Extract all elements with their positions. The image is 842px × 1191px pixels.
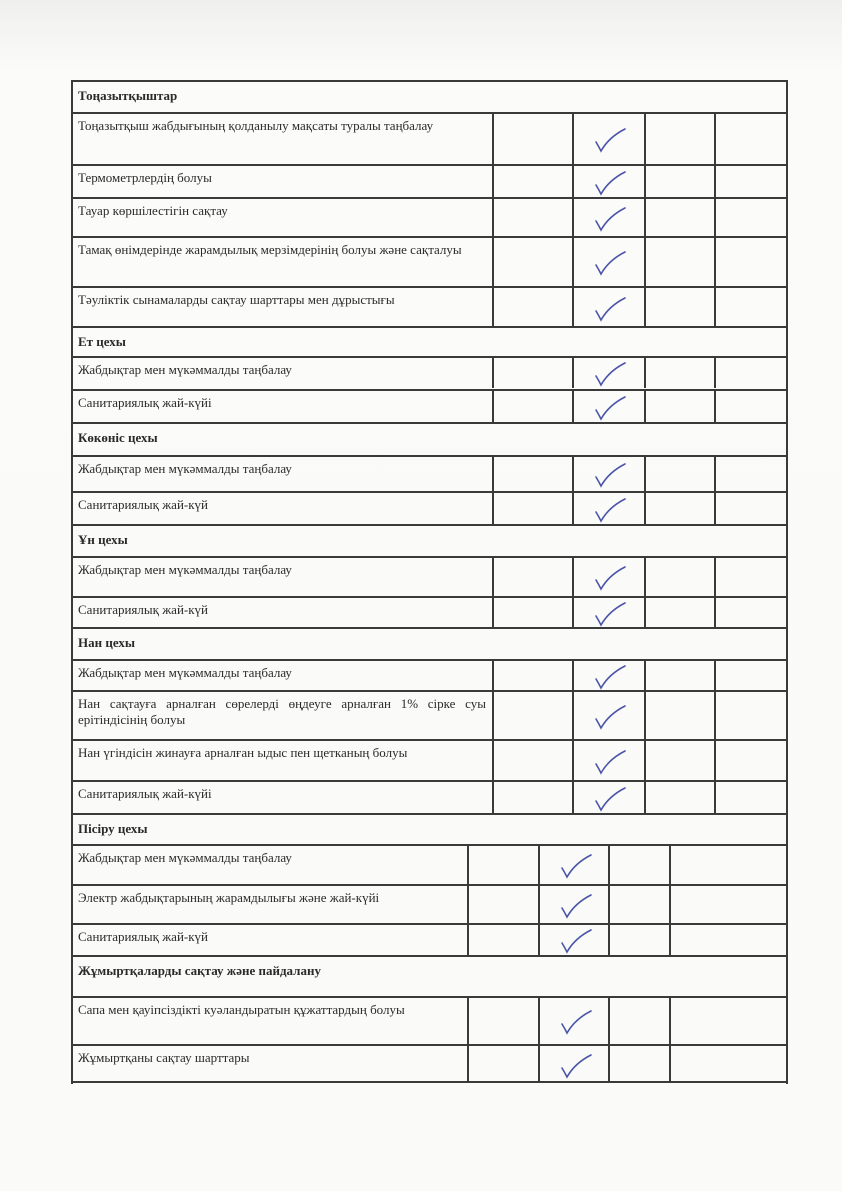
blank-cell-b[interactable] bbox=[608, 998, 669, 1044]
check-cell[interactable] bbox=[572, 166, 644, 198]
blank-cell-c[interactable] bbox=[669, 925, 786, 955]
check-cell[interactable] bbox=[572, 598, 644, 627]
section-header-row bbox=[71, 627, 788, 659]
item-description: Жабдықтар мен мүкәммалды таңбалау bbox=[78, 362, 292, 377]
check-cell[interactable] bbox=[572, 661, 644, 691]
blank-cell-a[interactable] bbox=[492, 598, 572, 627]
checklist-row bbox=[71, 659, 788, 691]
section-title: Ет цехы bbox=[78, 334, 126, 349]
checklist-row bbox=[71, 236, 788, 286]
blank-cell-a[interactable] bbox=[492, 558, 572, 596]
blank-cell-a[interactable] bbox=[492, 358, 572, 388]
item-description: Санитариялық жай-күй bbox=[78, 929, 208, 944]
section-title: Жұмыртқаларды сақтау және пайдалану bbox=[78, 963, 321, 978]
blank-cell-a[interactable] bbox=[492, 457, 572, 491]
blank-cell-a[interactable] bbox=[467, 998, 538, 1044]
checkmark-icon bbox=[592, 361, 628, 387]
blank-cell-c[interactable] bbox=[714, 692, 786, 739]
section-title: Көкөніс цехы bbox=[78, 430, 158, 445]
blank-cell-c[interactable] bbox=[714, 238, 786, 286]
checkmark-icon bbox=[592, 250, 628, 276]
item-description: Тәуліктік сынамаларды сақтау шарттары мен дұрыстығы bbox=[78, 292, 395, 307]
section-header-row bbox=[71, 422, 788, 454]
blank-cell-b[interactable] bbox=[644, 782, 714, 813]
blank-cell-c[interactable] bbox=[669, 1046, 786, 1081]
checklist-row bbox=[71, 556, 788, 596]
blank-cell-c[interactable] bbox=[714, 493, 786, 524]
item-description: Санитариялық жай-күйі bbox=[78, 786, 212, 801]
item-description: Санитариялық жай-күй bbox=[78, 602, 208, 617]
blank-cell-c[interactable] bbox=[714, 391, 786, 422]
item-description: Тамақ өнімдерінде жарамдылық мерзімдерінің болуы және сақталуы bbox=[78, 242, 462, 257]
check-cell[interactable] bbox=[572, 493, 644, 524]
checkmark-icon bbox=[558, 893, 594, 919]
checklist-row bbox=[71, 923, 788, 955]
blank-cell-b[interactable] bbox=[644, 238, 714, 286]
blank-cell-c[interactable] bbox=[714, 558, 786, 596]
blank-cell-c[interactable] bbox=[714, 661, 786, 691]
checklist-row bbox=[71, 389, 788, 422]
checkmark-icon bbox=[592, 704, 628, 730]
item-description: Электр жабдықтарының жарамдылығы және жай-күйі bbox=[78, 890, 380, 905]
blank-cell-b[interactable] bbox=[644, 288, 714, 328]
checkmark-icon bbox=[558, 1009, 594, 1035]
checklist-row bbox=[71, 1044, 788, 1083]
checklist-row bbox=[71, 164, 788, 198]
blank-cell-c[interactable] bbox=[714, 782, 786, 813]
checkmark-icon bbox=[592, 206, 628, 232]
blank-cell-b[interactable] bbox=[644, 114, 714, 164]
check-cell[interactable] bbox=[538, 925, 608, 955]
section-header-row bbox=[71, 524, 788, 556]
blank-cell-c[interactable] bbox=[714, 358, 786, 388]
blank-cell-a[interactable] bbox=[492, 782, 572, 813]
blank-cell-a[interactable] bbox=[467, 1046, 538, 1081]
blank-cell-b[interactable] bbox=[644, 692, 714, 739]
checkmark-icon bbox=[592, 664, 628, 690]
blank-cell-b[interactable] bbox=[644, 493, 714, 524]
check-cell[interactable] bbox=[572, 457, 644, 491]
blank-cell-c[interactable] bbox=[714, 457, 786, 491]
checklist-row bbox=[71, 596, 788, 627]
checkmark-icon bbox=[592, 462, 628, 488]
checkmark-icon bbox=[592, 565, 628, 591]
blank-cell-b[interactable] bbox=[644, 741, 714, 780]
checkmark-icon bbox=[558, 1053, 594, 1079]
blank-cell-a[interactable] bbox=[492, 199, 572, 237]
blank-cell-a[interactable] bbox=[467, 846, 538, 884]
check-cell[interactable] bbox=[572, 288, 644, 328]
blank-cell-c[interactable] bbox=[669, 846, 786, 884]
blank-cell-b[interactable] bbox=[644, 661, 714, 691]
check-cell[interactable] bbox=[572, 114, 644, 164]
blank-cell-a[interactable] bbox=[492, 493, 572, 524]
item-description: Тоңазытқыш жабдығының қолданылу мақсаты туралы таңбалау bbox=[78, 118, 434, 133]
checklist-row bbox=[71, 884, 788, 923]
blank-cell-b[interactable] bbox=[644, 166, 714, 198]
check-cell[interactable] bbox=[572, 391, 644, 422]
checklist-row bbox=[71, 739, 788, 780]
item-description: Жабдықтар мен мүкәммалды таңбалау bbox=[78, 850, 292, 865]
section-header-row bbox=[71, 80, 788, 110]
blank-cell-b[interactable] bbox=[608, 1046, 669, 1081]
check-cell[interactable] bbox=[572, 782, 644, 813]
section-header-row bbox=[71, 326, 788, 356]
item-description: Жабдықтар мен мүкәммалды таңбалау bbox=[78, 665, 292, 680]
item-description: Жұмыртқаны сақтау шарттары bbox=[78, 1050, 250, 1065]
checklist-row bbox=[71, 455, 788, 491]
checklist-row bbox=[71, 780, 788, 813]
check-cell[interactable] bbox=[572, 238, 644, 286]
blank-cell-a[interactable] bbox=[492, 391, 572, 422]
checkmark-icon bbox=[592, 786, 628, 812]
item-description: Санитариялық жай-күй bbox=[78, 497, 208, 512]
item-description: Сапа мен қауіпсіздікті куәландыратын құжаттардың болуы bbox=[78, 1002, 405, 1017]
blank-cell-c[interactable] bbox=[714, 598, 786, 627]
blank-cell-b[interactable] bbox=[644, 598, 714, 627]
section-title: Тоңазытқыштар bbox=[78, 88, 178, 103]
checklist-row bbox=[71, 112, 788, 164]
check-cell[interactable] bbox=[538, 1046, 608, 1081]
section-title: Ұн цехы bbox=[78, 532, 128, 547]
item-description: Жабдықтар мен мүкәммалды таңбалау bbox=[78, 461, 292, 476]
checklist-row bbox=[71, 844, 788, 884]
blank-cell-a[interactable] bbox=[492, 166, 572, 198]
checklist-row bbox=[71, 690, 788, 739]
section-header-row bbox=[71, 813, 788, 844]
checkmark-icon bbox=[558, 928, 594, 954]
item-description: Нан сақтауға арналған сөрелерді өңдеуге арналған 1% сірке суы ерітіндісінің болуы bbox=[78, 696, 486, 727]
checkmark-icon bbox=[592, 497, 628, 523]
section-title: Нан цехы bbox=[78, 635, 136, 650]
section-header-row bbox=[71, 955, 788, 996]
checklist-row bbox=[71, 356, 788, 388]
checklist-row bbox=[71, 197, 788, 237]
item-description: Термометрлердің болуы bbox=[78, 170, 212, 185]
checkmark-icon bbox=[592, 601, 628, 627]
check-cell[interactable] bbox=[572, 741, 644, 780]
blank-cell-a[interactable] bbox=[492, 741, 572, 780]
blank-cell-c[interactable] bbox=[714, 114, 786, 164]
check-cell[interactable] bbox=[538, 846, 608, 884]
blank-cell-a[interactable] bbox=[492, 114, 572, 164]
blank-cell-c[interactable] bbox=[714, 288, 786, 328]
blank-cell-b[interactable] bbox=[644, 391, 714, 422]
blank-cell-c[interactable] bbox=[714, 741, 786, 780]
blank-cell-b[interactable] bbox=[644, 457, 714, 491]
checkmark-icon bbox=[592, 296, 628, 322]
checkmark-icon bbox=[558, 853, 594, 879]
blank-cell-a[interactable] bbox=[492, 661, 572, 691]
check-cell[interactable] bbox=[538, 886, 608, 923]
blank-cell-a[interactable] bbox=[467, 886, 538, 923]
check-cell[interactable] bbox=[572, 358, 644, 388]
checkmark-icon bbox=[592, 749, 628, 775]
blank-cell-b[interactable] bbox=[644, 358, 714, 388]
blank-cell-b[interactable] bbox=[608, 886, 669, 923]
blank-cell-b[interactable] bbox=[644, 558, 714, 596]
blank-cell-c[interactable] bbox=[669, 886, 786, 923]
item-description: Нан үгіндісін жинауға арналған ыдыс пен щетканың болуы bbox=[78, 745, 408, 760]
blank-cell-a[interactable] bbox=[467, 925, 538, 955]
blank-cell-b[interactable] bbox=[608, 925, 669, 955]
section-title: Пісіру цехы bbox=[78, 821, 148, 836]
check-cell[interactable] bbox=[572, 692, 644, 739]
blank-cell-c[interactable] bbox=[669, 998, 786, 1044]
checkmark-icon bbox=[592, 127, 628, 153]
blank-cell-a[interactable] bbox=[492, 238, 572, 286]
checkmark-icon bbox=[592, 170, 628, 196]
checkmark-icon bbox=[592, 395, 628, 421]
checklist-row bbox=[71, 996, 788, 1044]
checklist-row bbox=[71, 286, 788, 328]
checklist-row bbox=[71, 491, 788, 524]
blank-cell-c[interactable] bbox=[714, 166, 786, 198]
item-description: Тауар көршілестігін сақтау bbox=[78, 203, 228, 218]
blank-cell-a[interactable] bbox=[492, 288, 572, 328]
check-cell[interactable] bbox=[572, 558, 644, 596]
item-description: Санитариялық жай-күйі bbox=[78, 395, 212, 410]
blank-cell-c[interactable] bbox=[714, 199, 786, 237]
check-cell[interactable] bbox=[572, 199, 644, 237]
blank-cell-a[interactable] bbox=[492, 692, 572, 739]
item-description: Жабдықтар мен мүкәммалды таңбалау bbox=[78, 562, 292, 577]
check-cell[interactable] bbox=[538, 998, 608, 1044]
blank-cell-b[interactable] bbox=[608, 846, 669, 884]
blank-cell-b[interactable] bbox=[644, 199, 714, 237]
